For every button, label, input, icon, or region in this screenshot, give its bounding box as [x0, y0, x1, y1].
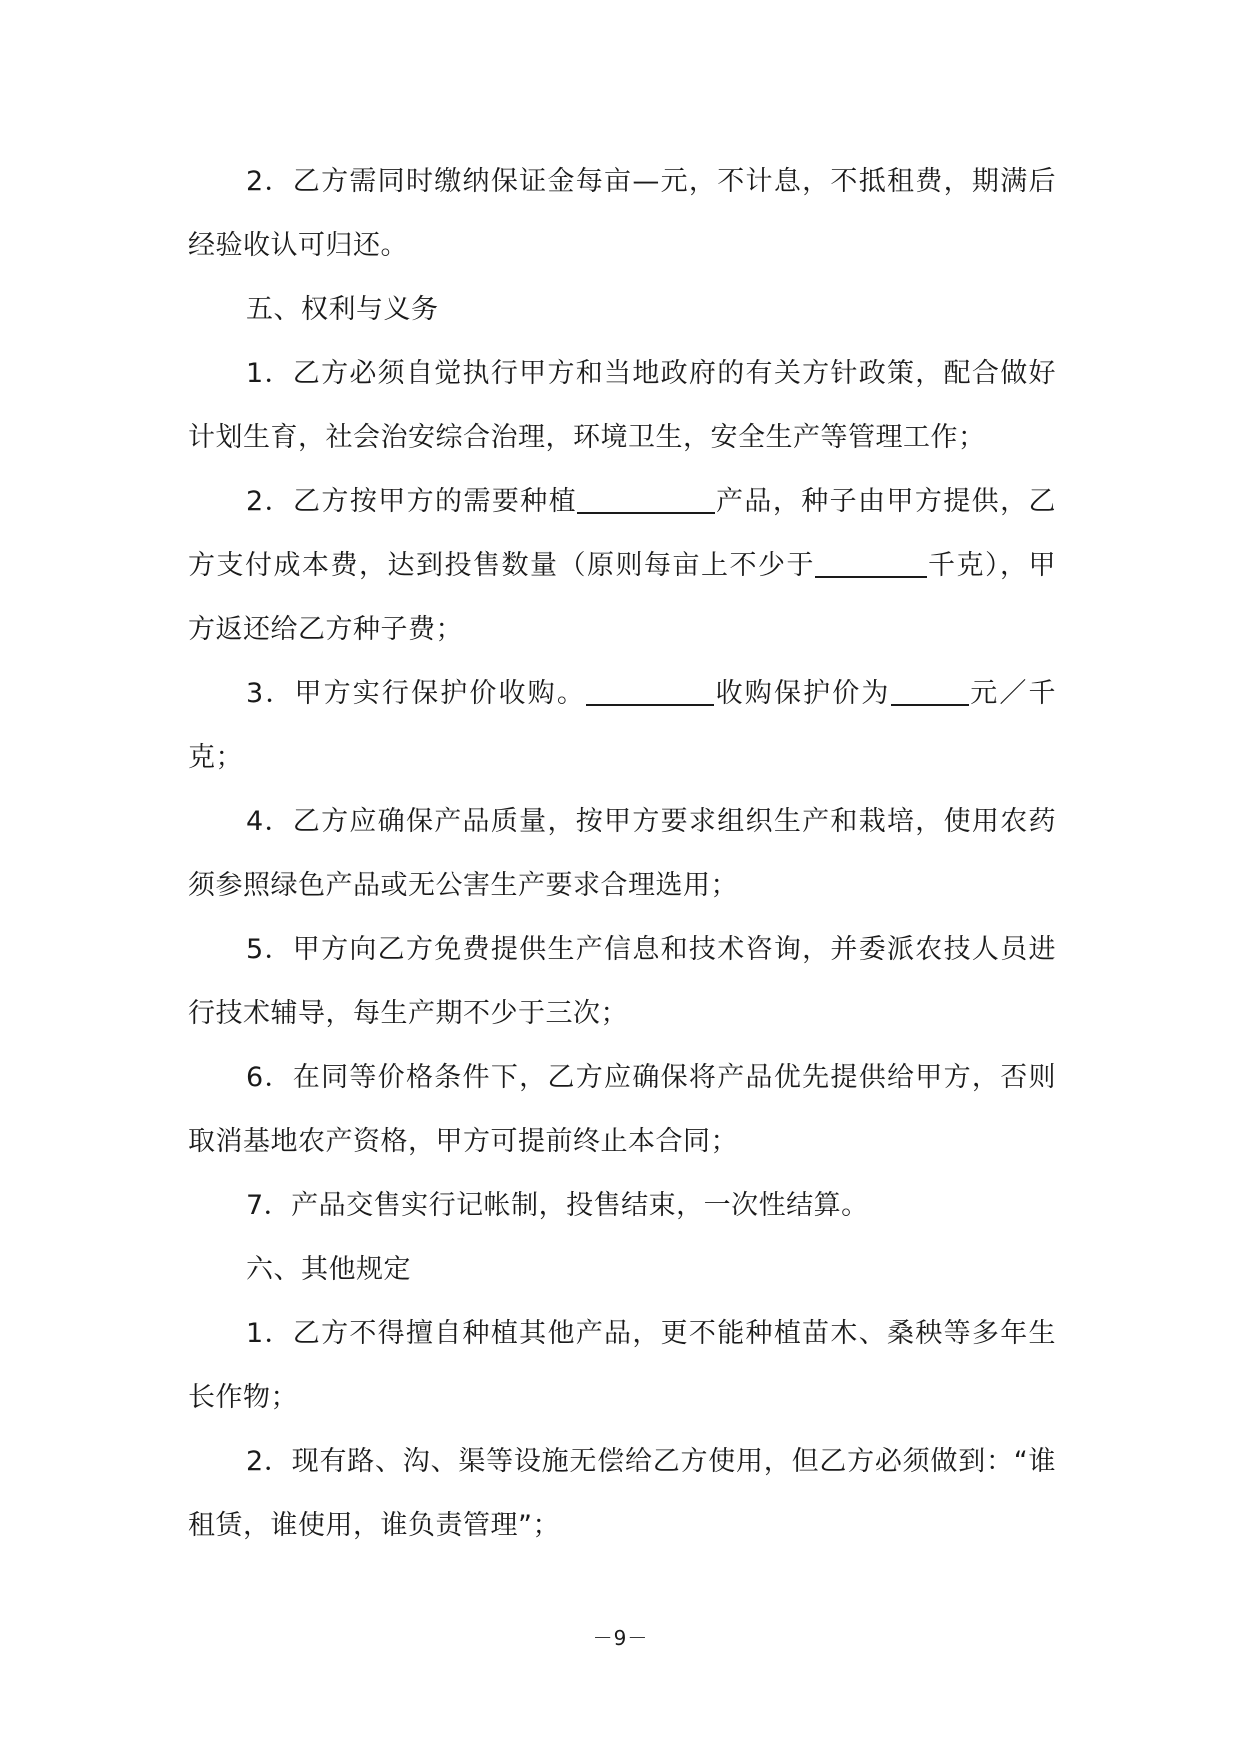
fill-in-blank-product: [577, 482, 715, 514]
paragraph-text: 元／千克；: [188, 678, 1057, 773]
paragraph-product-quality: 4．乙方应确保产品质量，按甲方要求组织生产和栽培，使用农药须参照绿色产品或无公害生产要求合理选用；: [188, 806, 1056, 901]
paragraph-facilities-use: 2．现有路、沟、渠等设施无偿给乙方使用，但乙方必须做到：“谁租赁，谁使用，谁负责管理”；: [188, 1446, 1056, 1541]
paragraph-policy-compliance: 1．乙方必须自觉执行甲方和当地政府的有关方针政策，配合做好计划生育，社会治安综合治理，环境卫生，安全生产等管理工作；: [188, 358, 1056, 453]
paragraph-text: 千克），甲方返还给乙方种子费；: [188, 550, 1056, 645]
section-heading-other-provisions: 六、其他规定: [246, 1254, 411, 1285]
paragraph-protected-price: [188, 662, 1056, 790]
page-number: －9－: [592, 1626, 649, 1650]
document-body: [188, 150, 1056, 1558]
paragraph-planting-requirement: [188, 470, 1056, 662]
paragraph-planting-restriction: 1．乙方不得擅自种植其他产品，更不能种植苗木、桑秧等多年生长作物；: [188, 1318, 1056, 1413]
paragraph-text: 产品，种子由甲方提供，乙方支付成本费，达到投售数量（原则每亩上不少于: [188, 486, 1056, 581]
paragraph-text: 收购保护价为: [714, 678, 891, 709]
paragraph-text: 3．甲方实行保护价收购。: [246, 678, 586, 709]
paragraph-settlement: 7．产品交售实行记帐制，投售结束，一次性结算。: [246, 1190, 869, 1221]
section-heading-rights-obligations: 五、权利与义务: [246, 294, 439, 325]
paragraph-priority-supply: 6．在同等价格条件下，乙方应确保将产品优先提供给甲方，否则取消基地农产资格，甲方可提前终止本合同；: [188, 1062, 1056, 1157]
fill-in-blank-item: [586, 674, 714, 706]
paragraph-text: 2．乙方按甲方的需要种植: [246, 486, 578, 517]
fill-in-blank-price: [891, 674, 969, 706]
fill-in-blank-quantity: [815, 546, 927, 578]
paragraph-technical-support: 5．甲方向乙方免费提供生产信息和技术咨询，并委派农技人员进行技术辅导，每生产期不少于三次；: [188, 934, 1056, 1029]
paragraph-deposit: 2．乙方需同时缴纳保证金每亩—元，不计息，不抵租费，期满后经验收认可归还。: [188, 166, 1056, 261]
